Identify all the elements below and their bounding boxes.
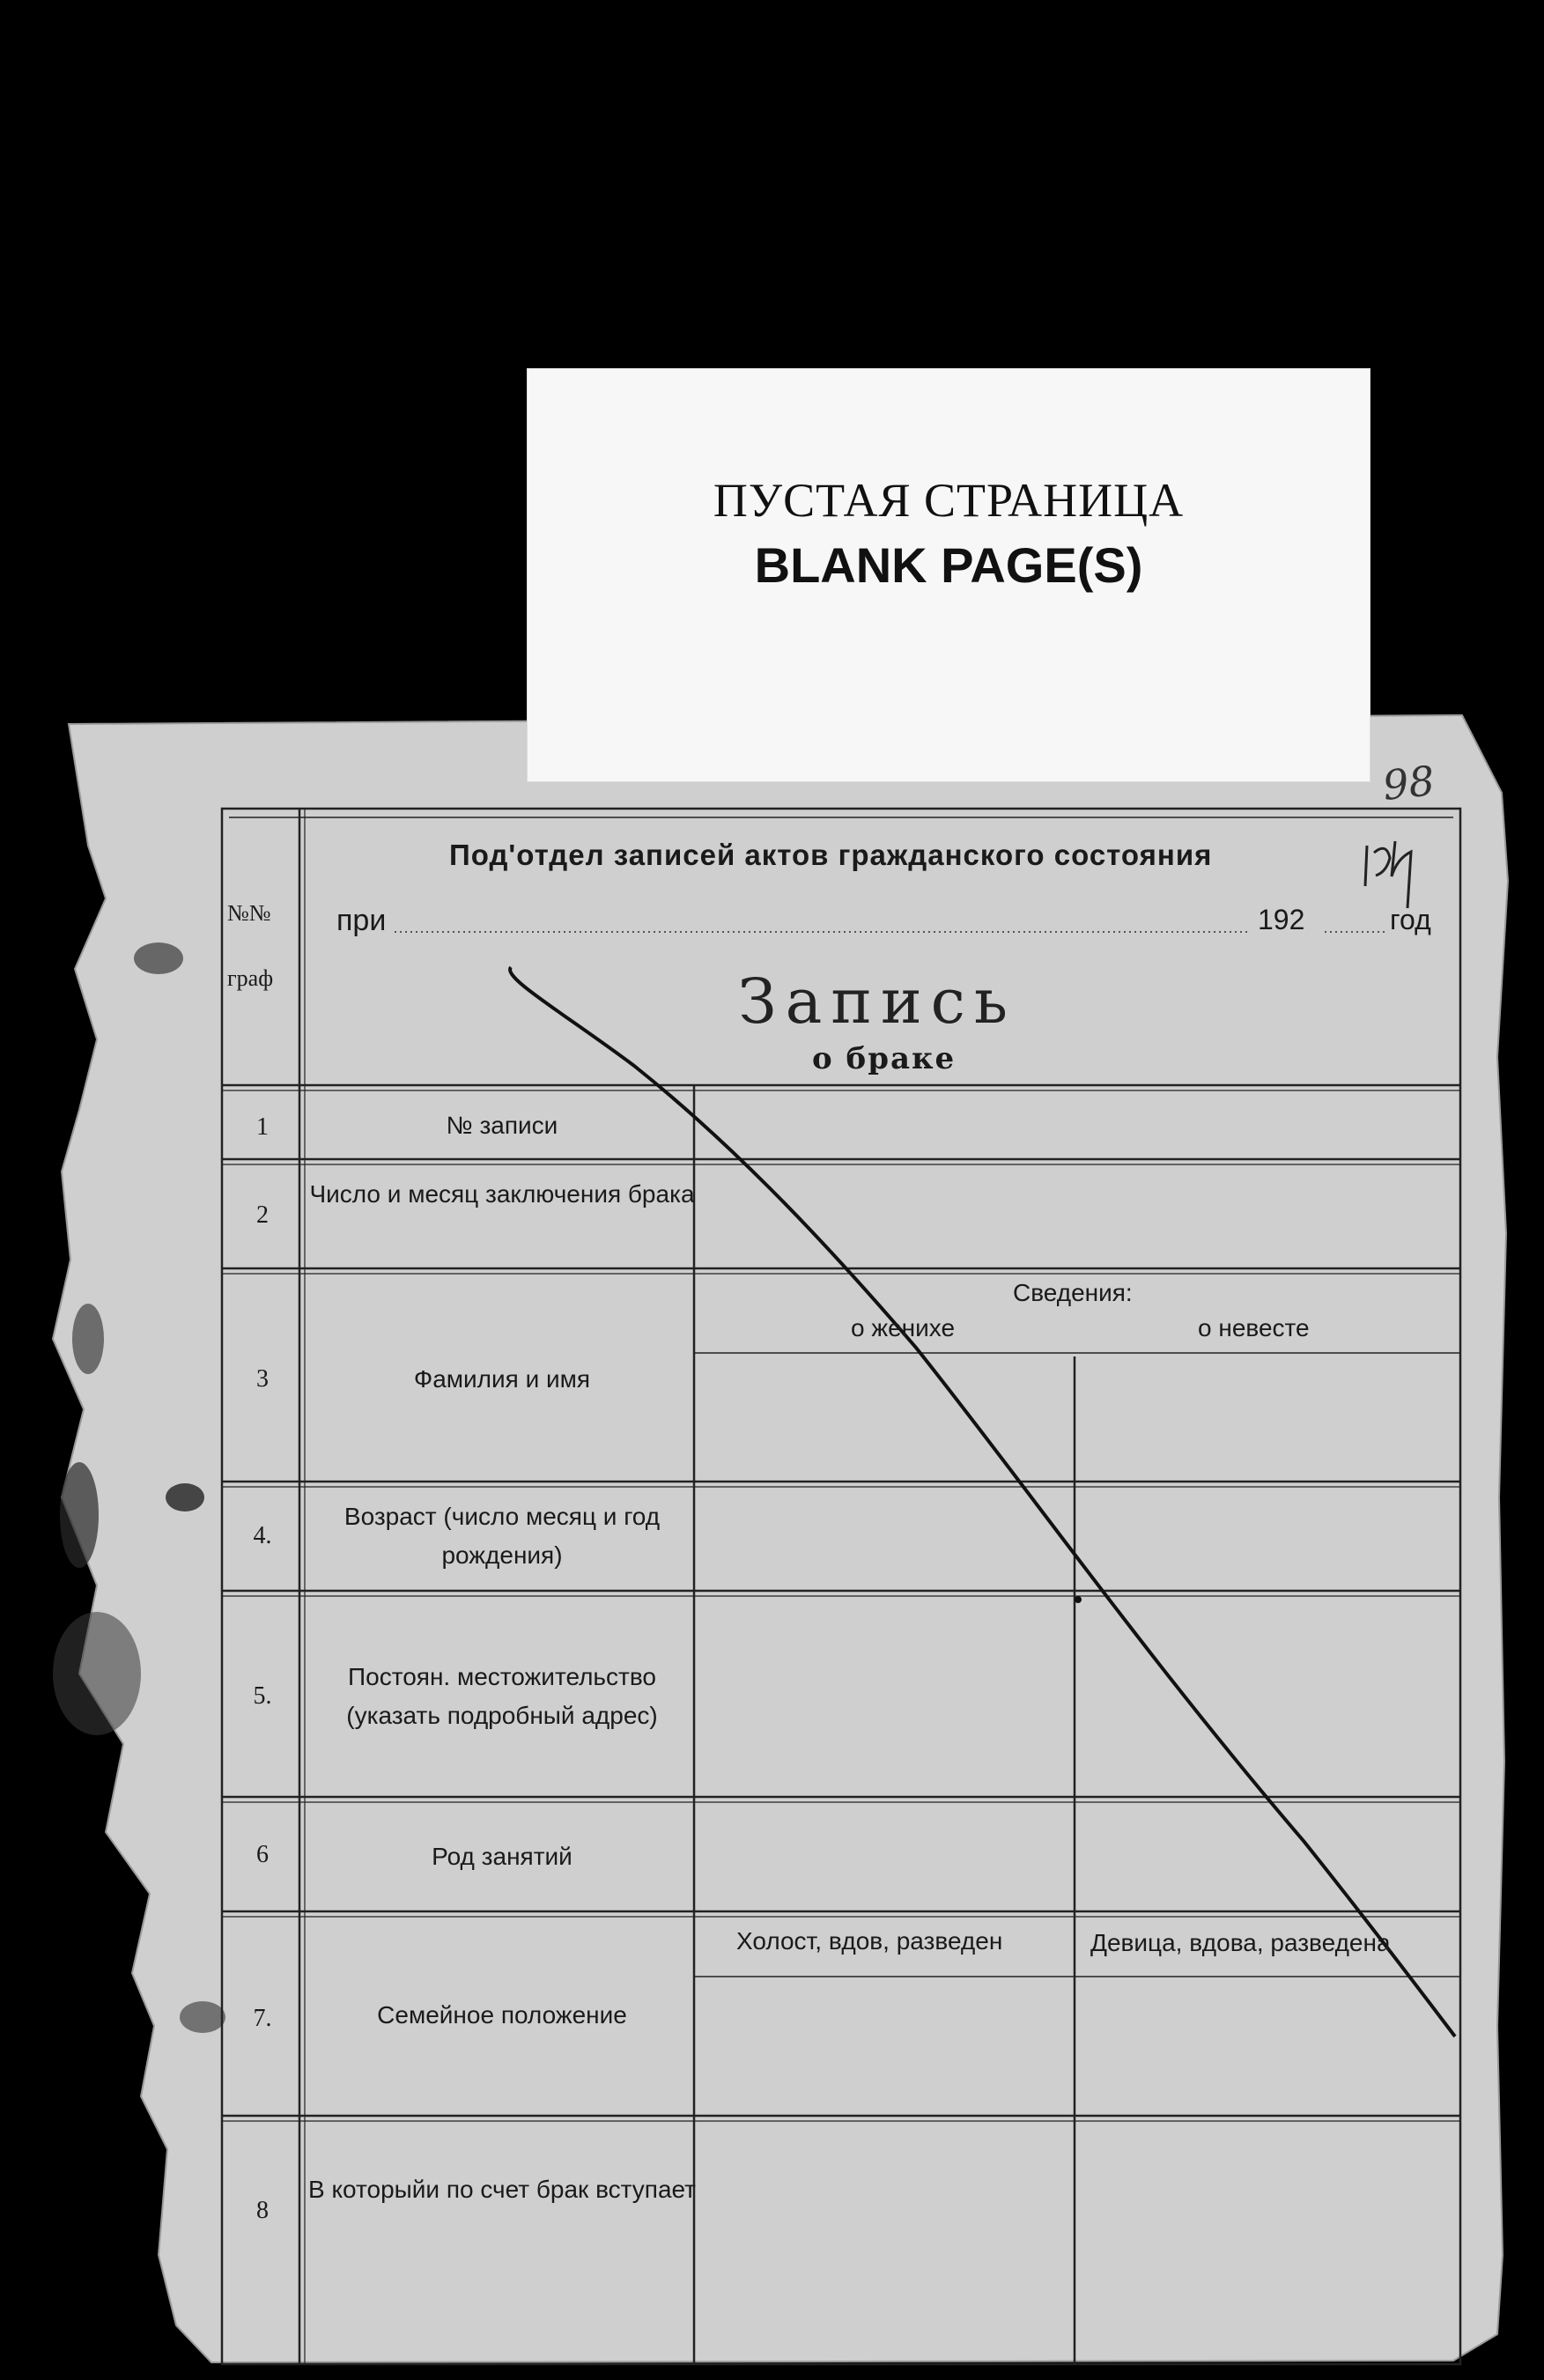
row-number: 6 <box>256 1841 269 1868</box>
column-number-label: №№ <box>227 900 271 926</box>
stain <box>72 1304 104 1374</box>
row-label: Род занятий <box>432 1843 573 1870</box>
bride-label: о невесте <box>1198 1314 1310 1342</box>
god-label: год <box>1390 904 1431 935</box>
groom-label: о женихе <box>851 1314 956 1342</box>
row-number: 2 <box>256 1201 269 1229</box>
form-header: Под'отдел записей актов гражданского состояния <box>449 839 1213 871</box>
row-number: 4. <box>253 1522 272 1549</box>
row-number: 7. <box>253 2005 272 2032</box>
ink-dot <box>1075 1596 1082 1603</box>
row-number: 3 <box>256 1365 269 1393</box>
stain <box>134 942 183 974</box>
blank-page-card <box>527 368 1370 782</box>
folio-number: 98 <box>1380 757 1437 809</box>
row-number: 8 <box>256 2197 269 2224</box>
year-label: 192 <box>1258 904 1305 935</box>
pri-label: при <box>336 904 387 937</box>
blank-page-title-ru: ПУСТАЯ СТРАНИЦА <box>713 474 1185 527</box>
column-graf-label: граф <box>227 965 274 991</box>
row-number: 5. <box>253 1682 272 1710</box>
svedeniya-label: Сведения: <box>1013 1279 1133 1306</box>
row-label: Число и месяц заключения брака <box>309 1180 695 1208</box>
bride-status-label: Девица, вдова, разведена <box>1090 1929 1391 1956</box>
record-subtitle: о браке <box>812 1041 957 1076</box>
stain <box>53 1612 141 1735</box>
row-label: Возраст (число месяц и год рождения) <box>344 1503 661 1569</box>
record-title: Запись <box>738 965 1016 1038</box>
row-label: В которыйи по счет брак вступает <box>308 2176 696 2203</box>
blank-page-title-en: BLANK PAGE(S) <box>754 537 1143 593</box>
stain <box>180 2001 225 2033</box>
row-label: Постоян. местожительство (указать подробный адрес) <box>346 1663 658 1729</box>
row-label: Семейное положение <box>377 2001 627 2029</box>
stain <box>60 1462 99 1568</box>
stain <box>166 1483 204 1512</box>
groom-status-label: Холост, вдов, разведен <box>736 1927 1003 1955</box>
row-label: № записи <box>446 1112 558 1139</box>
row-label: Фамилия и имя <box>413 1365 591 1393</box>
row-number: 1 <box>256 1113 269 1141</box>
